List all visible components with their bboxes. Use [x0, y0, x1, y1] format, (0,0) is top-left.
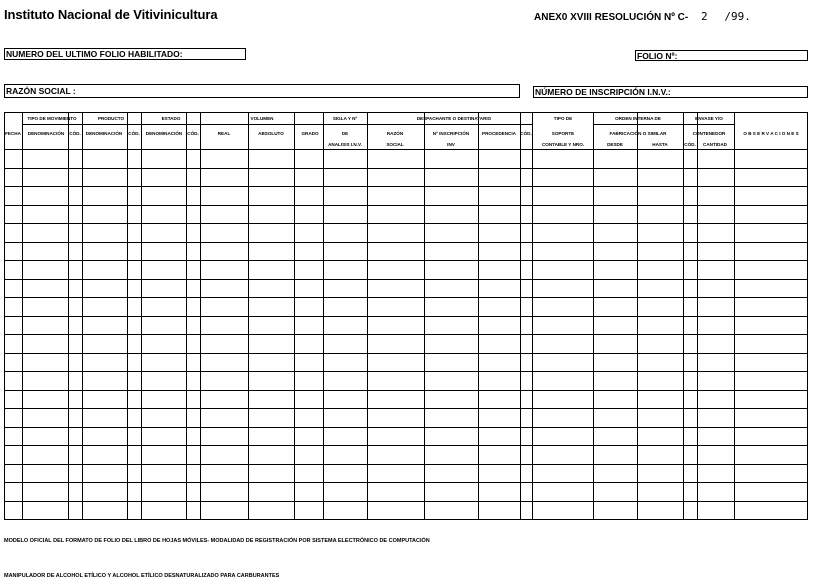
institution-title: Instituto Nacional de Vitivinicultura [4, 7, 218, 22]
grid-group-hline [127, 124, 186, 125]
resolution-year: /99. [724, 10, 751, 23]
col-procedencia: PROCEDENCIA [482, 131, 516, 136]
col-tm-cod: CÓD. [69, 131, 81, 136]
anexo-text: ANEX0 XVIII RESOLUCIÓN Nº C- [534, 12, 689, 23]
table-row-line [5, 260, 807, 261]
grid-group-hline [200, 124, 367, 125]
header-estado: ESTADO [161, 116, 181, 121]
folio-label: FOLIO Nº: [637, 51, 678, 61]
header-producto: PRODUCTO [97, 116, 125, 121]
table-row-line [5, 223, 807, 224]
header-observaciones: O B S E R V A C I O N E S [743, 131, 799, 136]
table-row-line [5, 149, 807, 150]
grid-group-hline [593, 124, 683, 125]
header-tipo-movimiento: TIPO DE MOVIMIENTO [27, 116, 77, 121]
table-row-line [5, 482, 807, 483]
table-row-line [5, 371, 807, 372]
table-row-line [5, 427, 807, 428]
header-orden-interna: ORDEN INTERNA DE [615, 116, 661, 121]
table-row-line [5, 205, 807, 206]
col-est-cod: CÓD. [187, 131, 199, 136]
table-row-line [5, 297, 807, 298]
table-row-line [5, 390, 807, 391]
col-est-denominacion: DENOMINACIÓN [145, 131, 183, 136]
table-row-line [5, 279, 807, 280]
ultimo-folio-label: NUMERO DEL ULTIMO FOLIO HABILITADO: [6, 49, 183, 59]
table-row-line [5, 316, 807, 317]
table-row-line [5, 353, 807, 354]
folio-box[interactable] [635, 50, 808, 61]
header-sigla-analisis: ANALISIS I.N.V. [328, 142, 362, 147]
anexo-resolution [534, 10, 751, 23]
header-fabricacion: FABRICACIÓN O SIMILAR [609, 131, 667, 136]
footer-manipulador: MANIPULADOR DE ALCOHOL ETÍLICO Y ALCOHOL ETÍLICO DESNATURALIZADO PARA CARBURANTES [4, 573, 280, 579]
col-razon: RAZÓN [386, 131, 404, 136]
col-desde: DESDE [607, 142, 623, 147]
col-absoluto: ABSOLUTO [258, 131, 284, 136]
col-grado: GRADO [301, 131, 319, 136]
razon-social-label: RAZÓN SOCIAL : [6, 86, 76, 96]
col-real: REAL [217, 131, 231, 136]
grid-group-hline [683, 124, 734, 125]
col-desp-cod: CÓD. [520, 131, 532, 136]
header-despachante: DESPACHANTE O DESTINATARIO [416, 116, 492, 121]
col-inv: INV [447, 142, 455, 147]
footer-modelo-oficial: MODELO OFICIAL DEL FORMATO DE FOLIO DEL LIBRO DE HOJAS MÓVILES- MODALIDAD DE REGISTRACIÓN POR SISTEMA ELECTRÓNICO DE COMPUTACIÓN [4, 538, 430, 544]
col-cantidad: CANTIDAD [703, 142, 727, 147]
header-sigla-de: DE [341, 131, 349, 136]
razon-social-box[interactable] [4, 84, 520, 98]
table-row-line [5, 242, 807, 243]
col-prod-denominacion: DENOMINACIÓN [85, 131, 123, 136]
header-volumen: VOLUMEN [250, 116, 274, 121]
table-row-line [5, 168, 807, 169]
col-fecha: FECHA [5, 131, 21, 136]
table-row-line [5, 464, 807, 465]
col-hasta: HASTA [652, 142, 668, 147]
table-row-line [5, 501, 807, 502]
header-envase: ENVASE Y/O [695, 116, 723, 121]
col-env-cod: CÓD. [684, 142, 696, 147]
table-row-line [5, 519, 807, 520]
numero-inscripcion-label: NÚMERO DE INSCRIPCIÓN I.N.V.: [535, 87, 671, 97]
ultimo-folio-box[interactable] [4, 48, 246, 60]
col-inscripcion: Nº INSCRIPCIÓN [432, 131, 470, 136]
grid-group-hline [22, 124, 141, 125]
col-tm-denominacion: DENOMINACIÓN [27, 131, 65, 136]
numero-inscripcion-box[interactable] [533, 86, 808, 98]
header-sigla: SIGLA Y Nº [332, 116, 358, 121]
table-row-line [5, 445, 807, 446]
col-prod-cod: CÓD. [128, 131, 140, 136]
resolution-number: 2 [701, 10, 708, 23]
col-social: SOCIAL [386, 142, 404, 147]
table-row-line [5, 408, 807, 409]
table-row-line [5, 334, 807, 335]
header-tipo-soporte: TIPO DE [553, 116, 573, 121]
registro-table [4, 112, 808, 520]
grid-group-hline [367, 124, 532, 125]
table-row-line [5, 186, 807, 187]
header-soporte: SOPORTE [551, 131, 575, 136]
header-contable: CONTABLE Y NRO. [541, 142, 585, 147]
header-contenedor: CONTENEDOR [692, 131, 726, 136]
